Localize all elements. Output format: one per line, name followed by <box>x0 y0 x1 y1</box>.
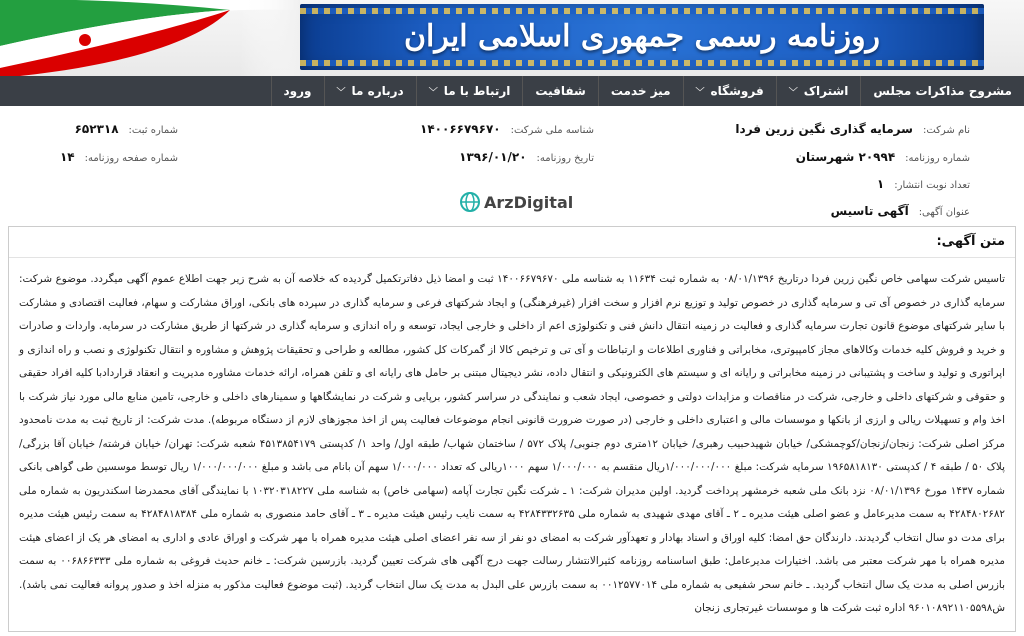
reg-no-label: شماره ثبت: <box>128 125 178 136</box>
nav-item-transparency[interactable] <box>522 76 597 106</box>
publish-count-label: تعداد نوبت انتشار: <box>894 180 970 191</box>
site-banner <box>0 0 1024 76</box>
company-name-value: سرمایه گذاری نگین زرین فردا <box>735 122 913 136</box>
gazette-no-field <box>796 150 970 164</box>
nav-item-login[interactable] <box>271 76 324 106</box>
nav-label: میز خدمت <box>610 84 671 98</box>
nav-label: ارتباط با ما <box>443 84 511 98</box>
gazette-date-label: تاریخ روزنامه: <box>536 153 594 164</box>
chevron-down-icon: ﹀ <box>428 87 438 98</box>
site-title: روزنامه رسمی جمهوری اسلامی ایران <box>403 19 881 54</box>
chevron-down-icon: ﹀ <box>788 87 798 98</box>
company-name-field <box>735 122 970 136</box>
ad-text-body: تاسیس شرکت سهامی خاص نگین زرین فردا درتاریخ ۰۸/۰۱/۱۳۹۶ به شماره ثبت ۱۱۶۳۴ به شناسه ملی ۱۴۰۰۶۶۷۹۶۷۰ ثبت و امضا ذیل دفاترتکمیل گردیده که خلاصه آن به شرح زیر جهت اطلاع عموم آگهی میگردد. موضوع شرکت: سرمایه گذاری در خصوص آی تی و سرمایه گذاری در خصوص تولید و توزیع نرم افزار و سخت افزار (غیرفرهنگی) و ایجاد شرکتهای فرعی و سرمایه گذاری در سپرده های بانکی، اوراق مشارکت و سهام، فعالیت اقتصادی و مشارکت با سایر شرکتهای موضوع قانون تجارت سرمایه گذاری و فعالیت در زمینه انتقال دانش فنی و تکنولوژی اعم از داخلی و خارجی ایجاد، توسعه و راه اندازی و سرمایه گذاری در شرکتها از طریق مشارکت در سرمایه. واردات و صادرات و خرید و فروش کلیه خدمات وکالاهای مجاز کامپیوتری، مخابراتی و فناوری اطلاعات و ارتباطات و آی تی و ترخیص کالا از گمرکات کل کشور، مطالعه و طراحی و تحقیقات پژوهش و مشاوره و انتقال تکنولوژی و نصب و راه اندازی و اپراتوری و تولید و ساخت و پشتیبانی در زمینه مخابراتی و رایانه ای و سیستم های الکترونیکی و انتقال داده، نشر دیجیتال مبتنی بر حامل های رایانه ای و تلفن همراه، ارائه خدمات مشاوره مدیریت و انعقاد قراردادبا کلیه افراد حقیقی و حقوقی و شرکتهای داخلی و خارجی، شرکت در مناقصات و مزایدات دولتی و خصوصی، ایجاد شعب و نمایندگی در سراسر کشور، برپایی و شرکت در نمایشگاهها و سمینارهای داخلی و خارجی، تامین منابع مالی مورد نیاز شرکت با اخذ وام و تسهیلات ریالی و ارزی از بانکها و موسسات مالی و اعتباری داخلی و خارجی (در صورت ضرورت قانونی انجام موضوعات فعالیت پس از اخذ مجوزهای لازم از دستگاه مربوطه). مدت شرکت: از تاریخ ثبت به مدت نامحدود مرکز اصلی شرکت: زنجان/زنجان/کوچمشکی/ خیابان شهیدحبیب رهبری/ خیابان ۱۲متری دوم جنوبی/ پلاک ۵۷۲ / ساختمان شهاب/ طبقه اول/ واحد ۱/ کدپستی ۴۵۱۳۸۵۴۱۷۹ شعبه شرکت: تهران/ خیابان فرشته/ خیابان آقا بزرگی/ پلاک ۵۰ / طبقه ۴ / کدپستی ۱۹۶۵۸۱۸۱۳۰ سرمایه شرکت: مبلغ ۱/۰۰۰/۰۰۰/۰۰۰ریال منقسم به ۱/۰۰۰/۰۰۰ سهم ۱۰۰۰ریالی که تعداد ۱/۰۰۰/۰۰۰ سهم آن بانام می باشد و مبلغ ۱/۰۰۰/۰۰۰/۰۰۰ ریال توسط موسسین طی گواهی بانکی شماره ۱۴۳۷ مورخ ۰۸/۰۱/۱۳۹۶ نزد بانک ملی شعبه خرمشهر پرداخت گردید. اولین مدیران شرکت: ۱ ـ شرکت نگین تجارت آپامه (سهامی خاص) به شناسه ملی ۱۰۳۲۰۳۱۸۲۲۷ با نمایندگی آقای محمدرضا اسکندریون به شماره ملی ۴۲۸۴۸۰۲۶۸۲ به سمت مدیرعامل و عضو اصلی هیئت مدیره ـ ۲ ـ آقای مهدی شهیدی به شماره ملی ۴۲۸۴۳۳۲۶۳۵ به سمت نایب رئیس هیئت مدیره ـ ۳ ـ آقای حامد منصوری به شماره ملی ۴۲۸۴۸۱۸۳۸۴ به سمت رئیس هیئت مدیره برای مدت دو سال انتخاب گردیدند. دارندگان حق امضا: کلیه اوراق و اسناد بهادار و تعهدآور شرکت به امضای دو نفر از سه نفر اعضای اصلی هیئت مدیره همراه با مهر شرکت و اوراق عادی و اداری به امضای هر یک از اعضای هیئت مدیره همراه با مهر شرکت معتبر می باشد. اختیارات مدیرعامل: طبق اساسنامه روزنامه کثیرالانتشار رسالت جهت درج آگهی های شرکت تعیین گردید. بازرسین شرکت: ـ خانم حدیث فروغی به شماره ملی ۰۰۶۸۶۶۳۳۳ به سمت بازرس اصلی به مدت یک سال انتخاب گردید. ـ خانم سحر شفیعی به شماره ملی ۰۰۱۲۵۷۷۰۱۴ به سمت بازرس علی البدل به مدت یک سال انتخاب گردید. (ثبت موضوع فعالیت مذکور به منزله اخذ و صدور پروانه فعالیت نمی باشد). ش۹۶۰۱۰۸۹۲۱۱۰۵۵۹۸ اداره ثبت شرکت ها و موسسات غیرتجاری زنجان <box>19 273 1006 614</box>
nav-item-parliament[interactable] <box>860 76 1024 106</box>
ad-text-heading: متن آگهی: <box>9 227 1015 258</box>
main-navbar <box>0 76 1024 106</box>
ad-text-panel <box>8 226 1016 632</box>
nav-item-shop[interactable] <box>683 76 776 106</box>
nav-item-service-desk[interactable] <box>598 76 683 106</box>
ad-title-field <box>831 204 970 218</box>
nav-label: ورود <box>283 84 312 98</box>
gazette-date-value: ۱۳۹۶/۰۱/۲۰ <box>459 150 527 164</box>
globe-icon <box>460 192 480 212</box>
page-no-value: ۱۴ <box>59 150 75 164</box>
gazette-no-value: ۲۰۹۹۴ شهرستان <box>795 150 896 164</box>
publish-count-field <box>877 177 970 191</box>
logo-text: ArzDigital <box>484 192 574 212</box>
nav-label: فروشگاه <box>710 84 764 98</box>
nav-item-subscription[interactable] <box>776 76 861 106</box>
publish-count-value: ۱ <box>876 177 885 191</box>
page-no-field <box>60 150 178 164</box>
national-id-label: شناسه ملی شرکت: <box>510 125 594 136</box>
nav-label: درباره ما <box>351 84 404 98</box>
reg-no-value: ۶۵۲۳۱۸ <box>74 122 119 136</box>
nav-label: شفافیت <box>535 84 586 98</box>
gazette-no-label: شماره روزنامه: <box>905 153 970 164</box>
chevron-down-icon: ﹀ <box>336 87 346 98</box>
nav-item-contact[interactable] <box>416 76 523 106</box>
national-id-field <box>420 122 594 136</box>
arzdigital-logo <box>460 192 573 212</box>
ad-title-label: عنوان آگهی: <box>918 207 970 218</box>
nav-label: مشروح مذاکرات مجلس <box>873 84 1012 98</box>
ad-info-panel <box>0 106 1024 224</box>
nav-item-about[interactable] <box>324 76 416 106</box>
reg-no-field <box>75 122 178 136</box>
chevron-down-icon: ﹀ <box>695 87 705 98</box>
iran-flag-image <box>0 0 300 76</box>
page-no-label: شماره صفحه روزنامه: <box>84 153 178 164</box>
national-id-value: ۱۴۰۰۶۶۷۹۶۷۰ <box>420 122 501 136</box>
gazette-date-field <box>459 150 594 164</box>
nav-label: اشتراک <box>803 84 849 98</box>
ad-title-value: آگهی تاسیس <box>830 204 909 218</box>
flag-icon <box>0 0 300 76</box>
company-name-label: نام شرکت: <box>922 125 970 136</box>
